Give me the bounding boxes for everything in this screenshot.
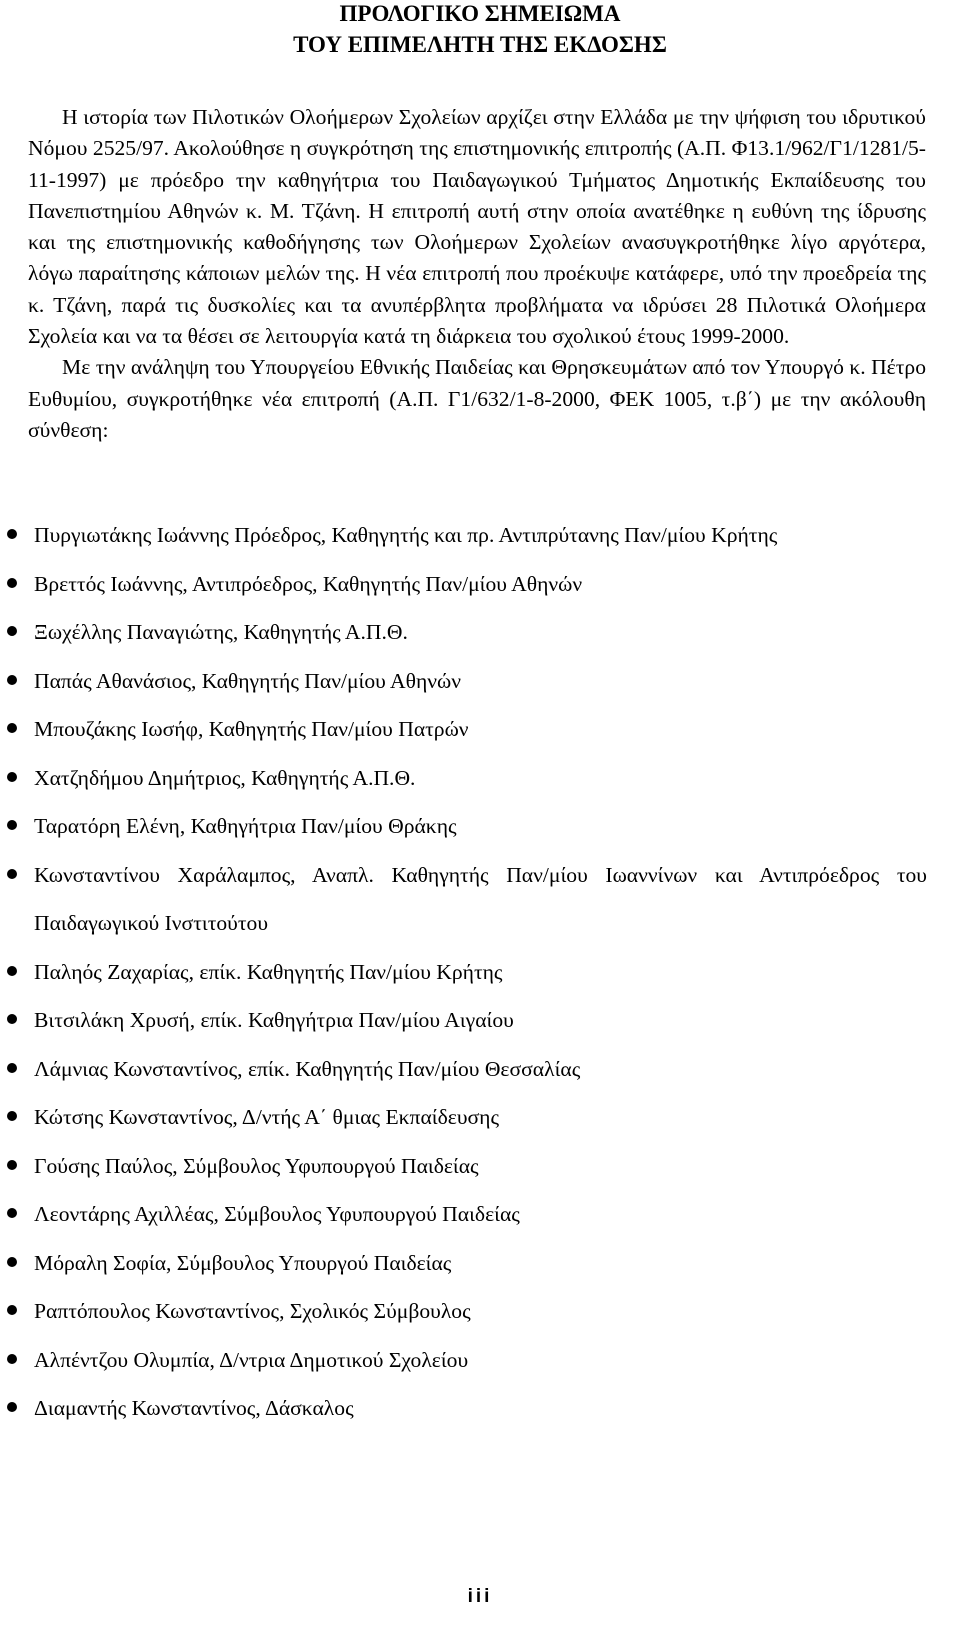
- bullet-icon: [7, 966, 17, 976]
- list-item: [0, 705, 927, 754]
- bullet-icon: [7, 820, 17, 830]
- title-line-1: ΠΡΟΛΟΓΙΚΟ ΣΗΜΕΙΩΜΑ: [339, 1, 621, 26]
- member-name: Μπουζάκης Ιωσήφ, Καθηγητής Παν/μίου Πατρών: [34, 717, 469, 741]
- member-name: Λάμνιας Κωνσταντίνος, επίκ. Καθηγητής Παν/μίου Θεσσαλίας: [34, 1056, 581, 1081]
- bullet-icon: [7, 578, 17, 588]
- bullet-icon: [7, 1111, 17, 1121]
- list-item: [0, 1190, 927, 1239]
- member-name: Βιτσιλάκη Χρυσή, επίκ. Καθηγήτρια Παν/μίου Αιγαίου: [34, 1008, 514, 1032]
- member-name: Κωνσταντίνου Χαράλαμπος, Αναπλ. Καθηγητής Παν/μίου Ιωαννίνων και Αντιπρόεδρος του Παιδαγωγικού Ινστιτούτου: [34, 862, 927, 935]
- member-name: Χατζηδήμου Δημήτριος, Καθηγητής Α.Π.Θ.: [34, 765, 416, 790]
- member-name: Λεοντάρης Αχιλλέας, Σύμβουλος Υφυπουργού Παιδείας: [34, 1202, 520, 1226]
- member-name: Ξωχέλλης Παναγιώτης, Καθηγητής Α.Π.Θ.: [34, 620, 408, 644]
- list-item: [0, 1142, 927, 1191]
- list-item: [0, 851, 927, 948]
- bullet-icon: [7, 1354, 17, 1364]
- member-name: Πυργιωτάκης Ιωάννης Πρόεδρος, Καθηγητής και πρ. Αντιπρύτανης Παν/μίου Κρήτης: [34, 523, 778, 547]
- list-item: [0, 560, 927, 609]
- intro-text: [28, 102, 926, 446]
- member-name: Γούσης Παύλος, Σύμβουλος Υφυπουργού Παιδείας: [34, 1153, 479, 1178]
- member-name: Ραπτόπουλος Κωνσταντίνος, Σχολικός Σύμβουλος: [34, 1299, 471, 1323]
- bullet-icon: [7, 1305, 17, 1315]
- list-item: [0, 511, 927, 560]
- list-item: [0, 608, 927, 657]
- list-item: [0, 948, 927, 997]
- bullet-icon: [7, 1208, 17, 1218]
- list-item: [0, 1239, 927, 1288]
- list-item: [0, 657, 927, 706]
- member-name: Βρεττός Ιωάννης, Αντιπρόεδρος, Καθηγητής Παν/μίου Αθηνών: [34, 571, 583, 596]
- list-item: [0, 802, 927, 851]
- bullet-icon: [7, 626, 17, 636]
- bullet-icon: [7, 723, 17, 733]
- member-name: Μόραλη Σοφία, Σύμβουλος Υπουργού Παιδείας: [34, 1250, 452, 1275]
- bullet-icon: [7, 1257, 17, 1267]
- bullet-icon: [7, 869, 17, 879]
- member-name: Παληός Ζαχαρίας, επίκ. Καθηγητής Παν/μίου Κρήτης: [34, 959, 503, 984]
- intro-paragraph-1: Η ιστορία των Πιλοτικών Ολοήμερων Σχολείων αρχίζει στην Ελλάδα με την ψήφιση του ιδρυτικού Νόμου 2525/97. Ακολούθησε η συγκρότηση της επιστημονικής επιτροπής (Α.Π. Φ13.1/962/Γ1/1281/5-11-1997) με πρόεδρο την καθηγήτρια του Παιδαγωγικού Τμήματος Δημοτικής Εκπαίδευσης του Πανεπιστημίου Αθηνών κ. Μ. Τζάνη. Η επιτροπή αυτή στην οποία ανατέθηκε η ευθύνη της ίδρυσης και της επιστημονικής καθοδήγησης των Ολοήμερων Σχολείων ανασυγκροτήθηκε λίγο αργότερα, λόγω παραίτησης κάποιων μελών της. Η νέα επιτροπή που προέκυψε κατάφερε, υπό την προεδρεία της κ. Τζάνη, παρά τις δυσκολίες και τα ανυπέρβλητα προβλήματα να ιδρύσει 28 Πιλοτικά Ολοήμερα Σχολεία και να τα θέσει σε λειτουργία κατά τη διάρκεια του σχολικού έτους 1999-2000.: [28, 105, 926, 349]
- member-name: Ταρατόρη Ελένη, Καθηγήτρια Παν/μίου Θράκης: [34, 814, 457, 838]
- member-name: Αλπέντζου Ολυμπία, Δ/ντρια Δημοτικού Σχολείου: [34, 1347, 469, 1372]
- bullet-icon: [7, 1063, 17, 1073]
- list-item: [0, 754, 927, 803]
- bullet-icon: [7, 1014, 17, 1024]
- member-name: Κώτσης Κωνσταντίνος, Δ/ντής Α΄ θμιας Εκπαίδευσης: [34, 1105, 500, 1129]
- list-item: [0, 996, 927, 1045]
- bullet-icon: [7, 675, 17, 685]
- committee-member-list: [0, 511, 960, 1433]
- document-title: [0, 0, 960, 60]
- bullet-icon: [7, 1160, 17, 1170]
- title-line-2: ΤΟΥ ΕΠΙΜΕΛΗΤΗ ΤΗΣ ΕΚΔΟΣΗΣ: [293, 32, 667, 57]
- list-item: [0, 1093, 927, 1142]
- intro-paragraph-2: Με την ανάληψη του Υπουργείου Εθνικής Παιδείας και Θρησκευμάτων από τον Υπουργό κ. Πέτρο Ευθυμίου, συγκροτήθηκε νέα επιτροπή (Α.Π. Γ1/632/1-8-2000, ΦΕΚ 1005, τ.β΄) με την ακόλουθη σύνθεση:: [28, 355, 926, 442]
- bullet-icon: [7, 772, 17, 782]
- bullet-icon: [7, 1402, 17, 1412]
- page-number: iii: [467, 1586, 493, 1607]
- list-item: [0, 1045, 927, 1094]
- list-item: [0, 1336, 927, 1385]
- member-name: Παπάς Αθανάσιος, Καθηγητής Παν/μίου Αθηνών: [34, 668, 462, 693]
- bullet-icon: [7, 529, 17, 539]
- list-item: [0, 1384, 927, 1433]
- member-name: Διαμαντής Κωνσταντίνος, Δάσκαλος: [34, 1396, 354, 1420]
- list-item: [0, 1287, 927, 1336]
